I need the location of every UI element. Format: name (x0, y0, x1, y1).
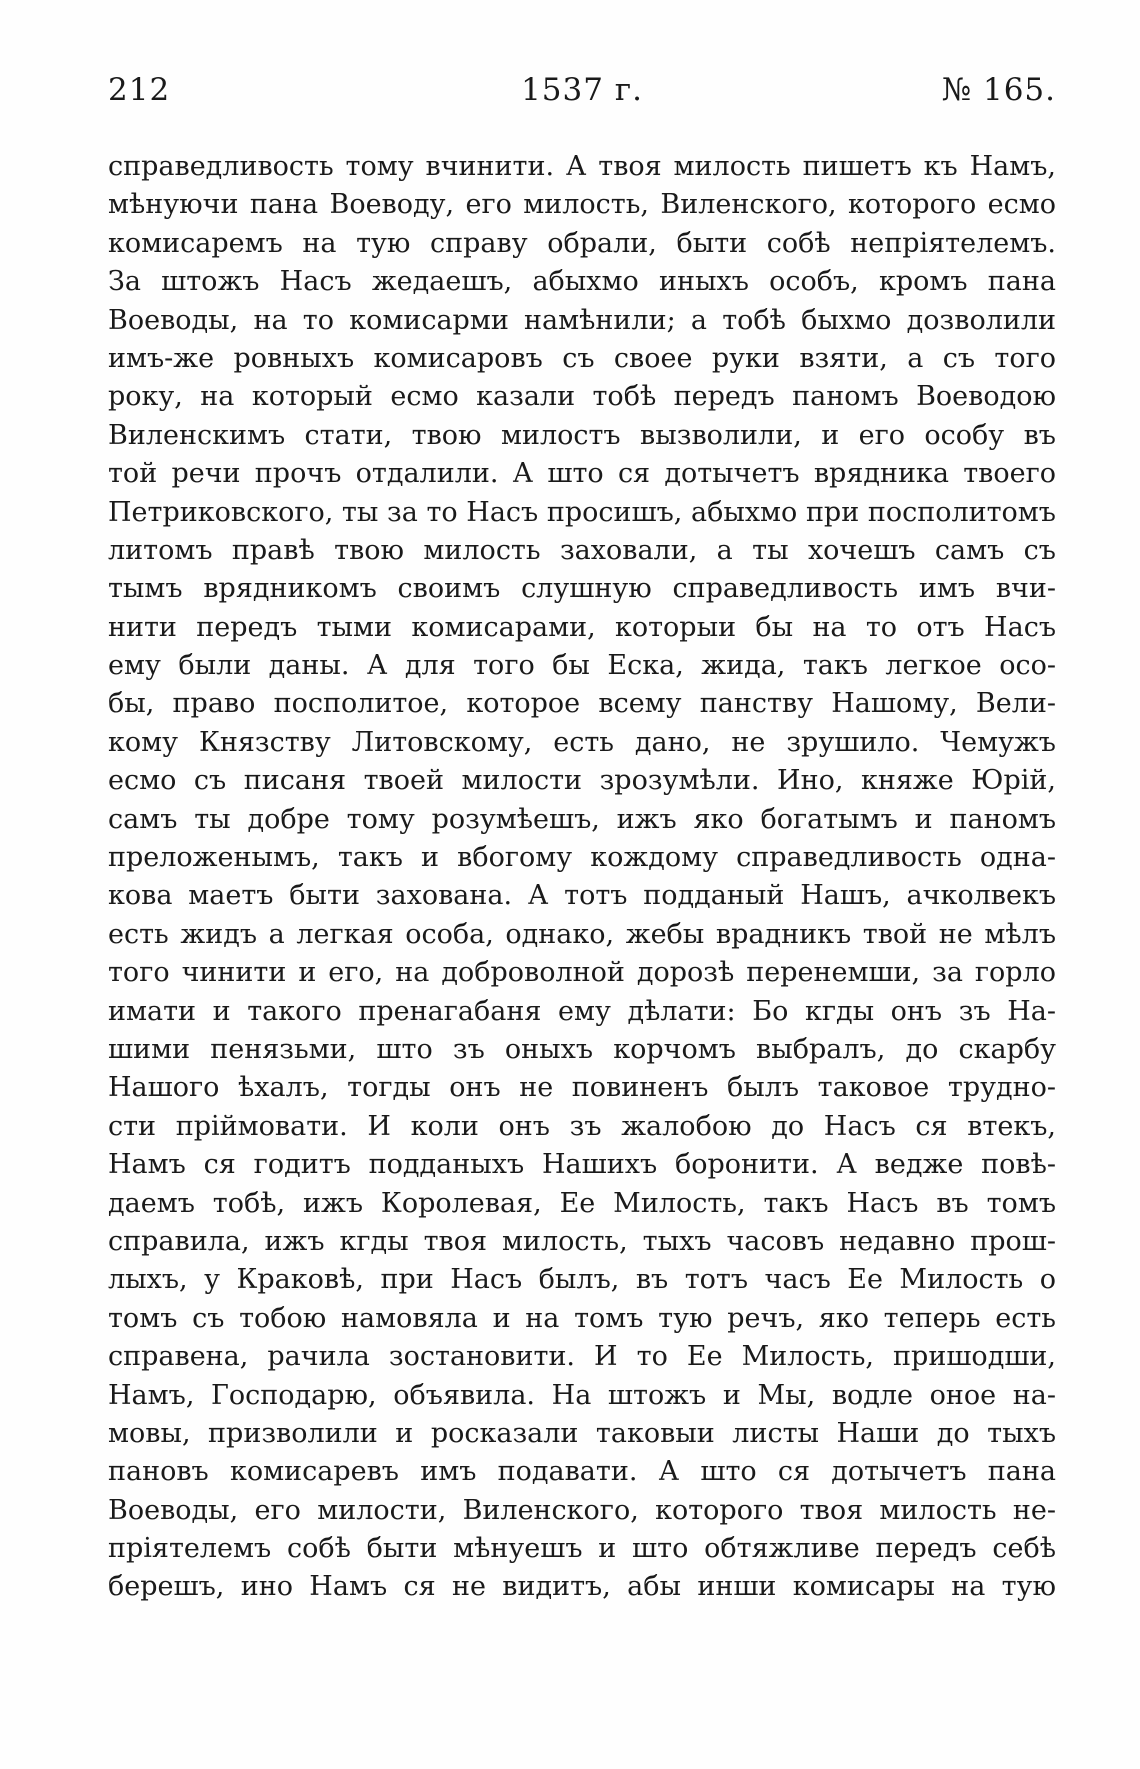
text-line: того чинити и его, на доброволной дорозѣ перенемши, за горло (108, 957, 1056, 989)
text-line: Петриковского, ты за то Насъ просишъ, абыхмо при посполитомъ (108, 496, 1056, 528)
text-line: Нашого ѣхалъ, тогды онъ не повиненъ былъ таковое трудно- (108, 1072, 1056, 1104)
text-line: комисаремъ на тую справу обрали, быти собѣ непріятелемъ. (108, 227, 1056, 259)
text-line: берешъ, ино Намъ ся не видитъ, абы инши комисары на тую (108, 1571, 1056, 1603)
text-line: самъ ты добре тому розумѣешъ, ижъ яко богатымъ и паномъ (108, 803, 1056, 835)
text-line: нити передъ тыми комисарами, которыи бы на то отъ Насъ (108, 611, 1056, 643)
text-line: томъ съ тобою намовяла и на томъ тую речъ, яко теперь есть (108, 1302, 1056, 1334)
text-line: кому Князству Литовскому, есть дано, не зрушило. Чемужъ (108, 726, 1056, 758)
text-line: Воеводы, на то комисарми намѣнили; а тобѣ быхмо дозволили (108, 304, 1056, 336)
text-line: есмо съ писаня твоей милости зрозумѣли. Ино, княже Юрій, (108, 765, 1056, 797)
text-line: Воеводы, его милости, Виленского, которого твоя милость не- (108, 1494, 1056, 1526)
text-line: пріятелемъ собѣ быти мѣнуешъ и што обтяжливе передъ себѣ (108, 1533, 1056, 1565)
text-line: мѣнуючи пана Воеводу, его милость, Виленского, которого есмо (108, 189, 1056, 221)
text-line: сти пріймовати. И коли онъ зъ жалобою до Насъ ся втекъ, (108, 1110, 1056, 1142)
text-line: имати и такого пренагабаня ему дѣлати: Бо кгды онъ зъ На- (108, 995, 1056, 1027)
text-line: року, на который есмо казали тобѣ передъ паномъ Воеводою (108, 381, 1056, 413)
text-line: бы, право посполитое, которое всему панству Нашому, Вели- (108, 688, 1056, 720)
text-line: есть жидъ а легкая особа, однако, жебы врадникъ твой не мѣлъ (108, 918, 1056, 950)
text-line: той речи прочъ отдалили. А што ся дотычетъ врядника твоего (108, 458, 1056, 490)
text-line: справедливость тому вчинити. А твоя милость пишетъ къ Намъ, (108, 151, 1056, 182)
text-line: Намъ, Господарю, объявила. На штожъ и Мы, водле оное на- (108, 1379, 1056, 1411)
running-head-year: 1537 г. (521, 72, 643, 108)
text-line: шими пенязьми, што зъ оныхъ корчомъ выбралъ, до скарбу (108, 1033, 1056, 1065)
text-line: справила, ижъ кгды твоя милость, тыхъ часовъ недавно прош- (108, 1225, 1056, 1257)
text-line: даемъ тобѣ, ижъ Королевая, Ее Милость, такъ Насъ въ томъ (108, 1187, 1056, 1219)
text-line: литомъ правѣ твою милость заховали, а ты хочешъ самъ съ (108, 534, 1056, 566)
page-number: 212 (108, 72, 171, 108)
text-line: преложенымъ, такъ и вбогому кождому справедливость одна- (108, 842, 1056, 874)
running-head (108, 72, 1056, 116)
text-line: ему были даны. А для того бы Еска, жида, такъ легкое осо- (108, 650, 1056, 682)
text-line: Виленскимъ стати, твою милостъ вызволили, и его особу въ (108, 419, 1056, 451)
text-line: пановъ комисаревъ имъ подавати. А што ся дотычетъ пана (108, 1456, 1056, 1488)
text-line: кова маетъ быти захована. А тотъ подданый Нашъ, ачколвекъ (108, 880, 1056, 912)
text-line: мовы, призволили и росказали таковыи листы Наши до тыхъ (108, 1417, 1056, 1449)
text-line: За штожъ Насъ жедаешъ, абыхмо иныхъ особъ, кромъ пана (108, 266, 1056, 298)
text-line: Намъ ся годитъ подданыхъ Нашихъ боронити. А ведже повѣ- (108, 1149, 1056, 1181)
document-number: № 165. (941, 72, 1056, 108)
text-line: справена, рачила зостановити. И то Ее Милость, пришодши, (108, 1341, 1056, 1373)
text-line: тымъ врядникомъ своимъ слушную справедливость имъ вчи- (108, 573, 1056, 605)
text-line: имъ-же ровныхъ комисаровъ съ своее руки взяти, а съ того (108, 342, 1056, 374)
text-line: лыхъ, у Краковѣ, при Насъ былъ, въ тотъ часъ Ее Милость о (108, 1264, 1056, 1296)
text-body (108, 148, 1056, 1607)
